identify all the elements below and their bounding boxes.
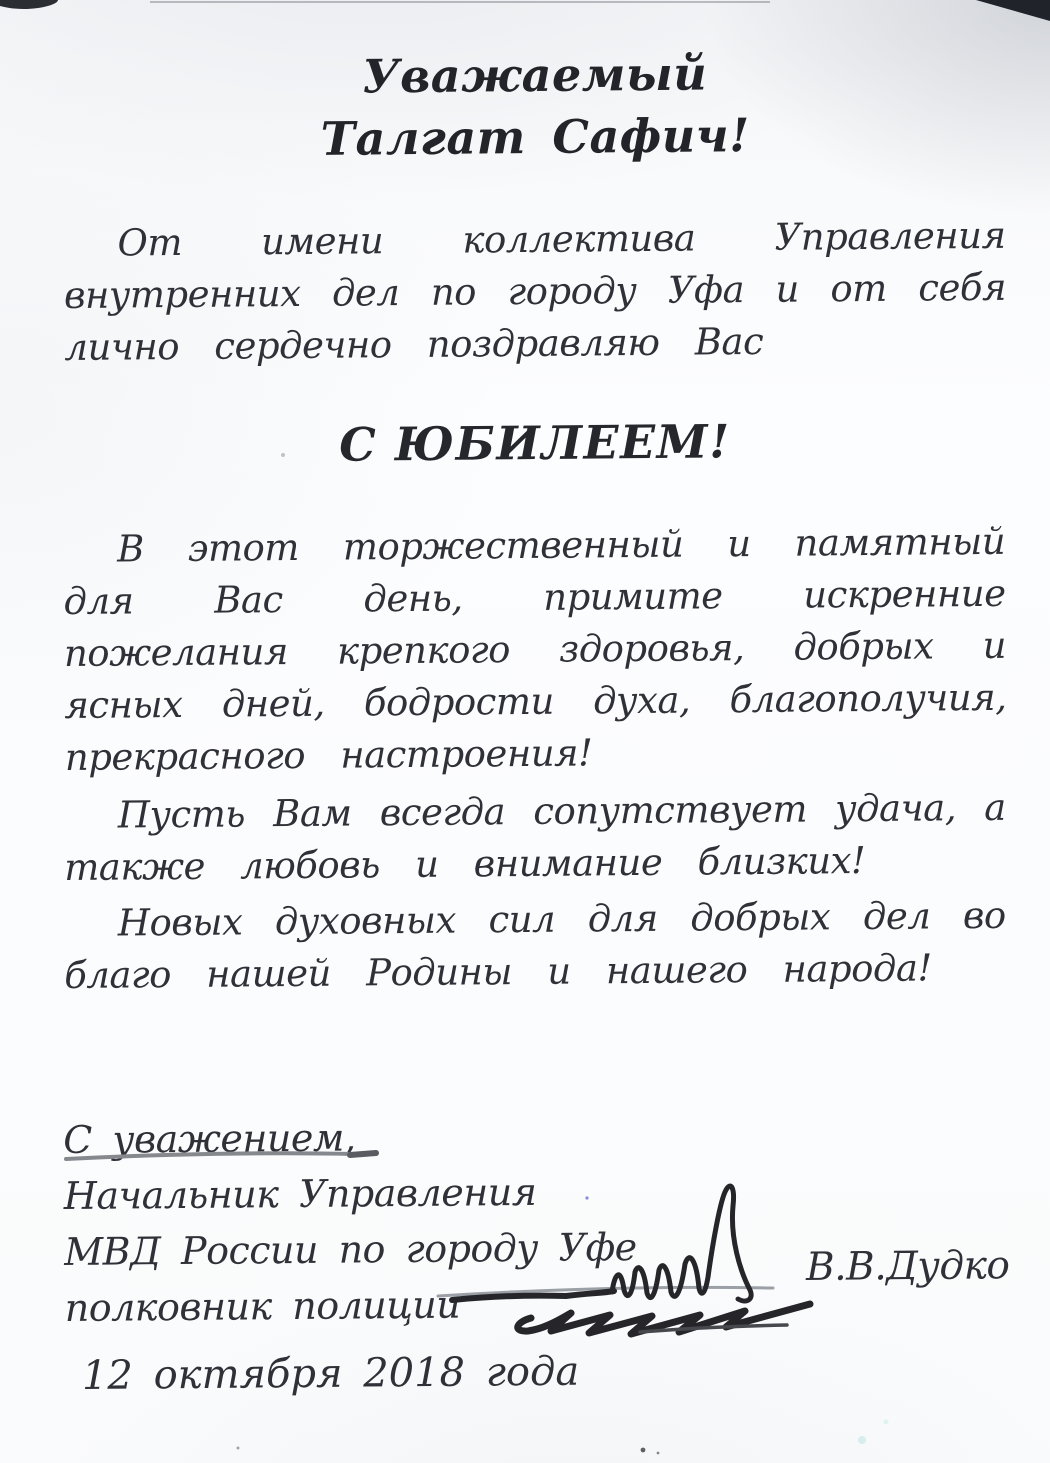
- signoff-title-line-3: полковник полиции: [64, 1282, 461, 1330]
- signoff-regards: С уважением,: [63, 1115, 356, 1163]
- wishes-strength-line-1: Новых духовных сил для добрых дел во: [117, 893, 1006, 945]
- wishes-strength-paragraph: [64, 890, 1007, 1002]
- wishes-main-line-5: прекрасного настроения!: [64, 731, 593, 779]
- intro-line-3: лично сердечно поздравляю Вас: [64, 319, 764, 369]
- wishes-main-line-3: пожелания крепкого здоровья, добрых и: [63, 623, 1007, 675]
- salutation-line-2: Талгат Сафич!: [320, 108, 750, 166]
- wishes-main-line-1: В этот торжественный и памятный: [116, 519, 1006, 571]
- wishes-main-paragraph: [63, 516, 1007, 784]
- signoff-title-line-1: Начальник Управления: [63, 1169, 537, 1219]
- intro-line-1: От имени коллектива Управления: [117, 213, 1006, 265]
- wishes-luck-line-2: также любовь и внимание близких!: [64, 839, 866, 889]
- wishes-main-line-2: для Вас день, примите искренние: [63, 571, 1006, 624]
- wishes-luck-line-1: Пусть Вам всегда сопутствует удача, а: [117, 785, 1006, 837]
- letter-content-column: [63, 0, 1010, 1463]
- wishes-luck-paragraph: [64, 782, 1007, 894]
- signoff-title-line-2: МВД России по городу Уфе: [64, 1225, 637, 1274]
- wishes-main-line-4: ясных дней, бодрости духа, благополучия,: [64, 675, 1007, 727]
- scan-artifact-top-left: [0, 0, 58, 9]
- salutation-line-1: Уважаемый: [362, 46, 708, 104]
- signer-name: В.В.Дудко: [805, 1243, 1010, 1290]
- salutation: [63, 40, 1006, 172]
- date-line: 12 октября 2018 года: [81, 1348, 580, 1399]
- jubilee-heading: С ЮБИЛЕЕМ!: [339, 414, 731, 472]
- signoff-block: [63, 1106, 705, 1336]
- intro-paragraph: [63, 210, 1006, 374]
- intro-line-2: внутренних дел по городу Уфа и от себя: [63, 265, 1007, 317]
- wishes-strength-line-2: благо нашей Родины и нашего народа!: [64, 946, 932, 997]
